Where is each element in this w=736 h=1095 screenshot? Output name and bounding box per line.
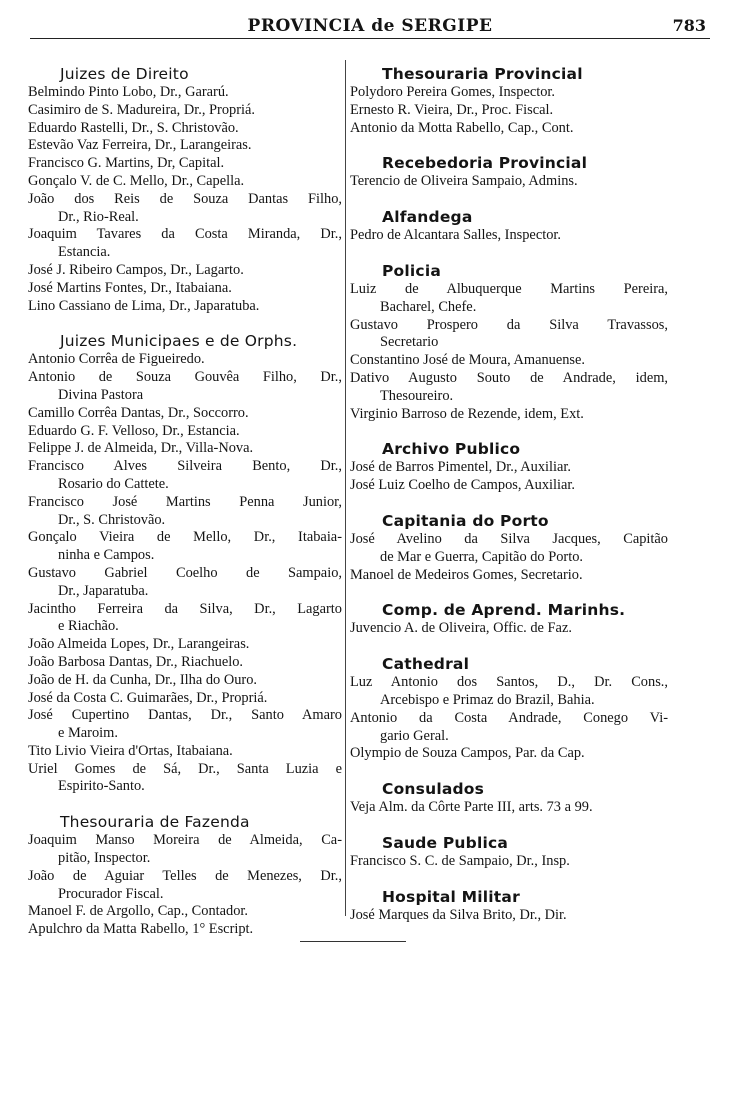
section-heading: Saude Publica xyxy=(382,833,509,852)
entry-line: Belmindo Pinto Lobo, Dr., Gararú. xyxy=(28,84,229,100)
directory-entry xyxy=(28,690,342,708)
entry-continuation: Dr., Japaratuba. xyxy=(58,582,149,599)
directory-entry xyxy=(28,868,342,904)
directory-entry xyxy=(28,565,342,601)
directory-entry xyxy=(28,654,342,672)
directory-entry xyxy=(350,459,668,477)
entry-continuation: Espirito-Santo. xyxy=(58,778,145,795)
entry-line: José Marques da Silva Brito, Dr., Dir. xyxy=(350,906,567,923)
entry-continuation: Arcebispo e Primaz do Brazil, Bahia. xyxy=(380,691,595,708)
right-column xyxy=(350,58,668,925)
entry-line: Antonio Corrêa de Figueiredo. xyxy=(28,351,205,368)
directory-entry xyxy=(350,281,668,317)
entry-line: Casimiro de S. Madureira, Dr., Propriá. xyxy=(28,101,256,118)
section-juizes-de-direito xyxy=(28,64,342,315)
directory-entry xyxy=(350,745,668,763)
entry-continuation: pitão, Inspector. xyxy=(58,850,151,867)
entry-line: Felippe J. de Almeida, Dr., Villa-Nova. xyxy=(28,440,254,457)
entry-line: João de Aguiar Telles de Menezes, Dr., xyxy=(28,867,342,884)
section-heading: Thesouraria de Fazenda xyxy=(60,813,250,832)
directory-entry xyxy=(28,601,342,637)
directory-entry xyxy=(350,352,668,370)
directory-entry xyxy=(28,903,342,921)
section-heading: Thesouraria Provincial xyxy=(382,65,583,83)
entry-line: Apulchro da Matta Rabello, 1° Escript. xyxy=(28,921,254,938)
entry-line: Francisco Alves Silveira Bento, Dr., xyxy=(28,458,342,475)
entry-continuation: Secretario xyxy=(380,334,439,351)
directory-entry xyxy=(350,907,668,925)
directory-entry xyxy=(350,102,668,120)
directory-entry xyxy=(28,743,342,761)
entry-line: Joaquim Manso Moreira de Almeida, Ca- xyxy=(28,832,342,849)
entry-line: Manoel de Medeiros Gomes, Secretario. xyxy=(350,566,583,583)
directory-entry xyxy=(28,761,342,797)
entry-line: Pedro de Alcantara Salles, Inspector. xyxy=(350,227,561,244)
section-gap xyxy=(28,796,342,806)
section-juizes-municipaes-e-de-orphs xyxy=(28,331,342,796)
entry-line: Gustavo Prospero da Silva Travassos, xyxy=(350,316,668,333)
directory-entry xyxy=(28,369,342,405)
directory-entry xyxy=(28,672,342,690)
entry-line: Luiz de Albuquerque Martins Pereira, xyxy=(350,280,668,297)
directory-entry xyxy=(350,531,668,567)
section-heading: Comp. de Aprend. Marinhs. xyxy=(382,601,626,620)
section-heading: Juizes Municipaes e de Orphs. xyxy=(60,332,298,351)
entry-continuation: Rosario do Cattete. xyxy=(58,475,169,492)
section-gap xyxy=(350,423,668,433)
entry-line: José de Barros Pimentel, Dr., Auxiliar. xyxy=(350,459,572,476)
entry-continuation: Procurador Fiscal. xyxy=(58,885,164,902)
entry-line: Polydoro Pereira Gomes, Inspector. xyxy=(350,84,556,100)
entry-line: José da Costa C. Guimarães, Dr., Propriá. xyxy=(28,689,268,706)
directory-entry xyxy=(28,494,342,530)
directory-entry xyxy=(350,477,668,495)
entry-line: Camillo Corrêa Dantas, Dr., Soccorro. xyxy=(28,404,249,421)
entry-continuation: Dr., S. Christovão. xyxy=(58,511,166,528)
entry-line: Joaquim Tavares da Costa Miranda, Dr., xyxy=(28,226,342,243)
entry-line: Ernesto R. Vieira, Dr., Proc. Fiscal. xyxy=(350,101,554,118)
entry-line: Veja Alm. da Côrte Parte III, arts. 73 a 99. xyxy=(350,799,593,816)
directory-entry xyxy=(28,280,342,298)
section-heading: Cathedral xyxy=(382,655,470,674)
entry-line: Jacintho Ferreira da Silva, Dr., Lagarto xyxy=(28,600,342,617)
directory-entry xyxy=(28,351,342,369)
entry-line: Gonçalo V. de C. Mello, Dr., Capella. xyxy=(28,172,245,189)
entry-line: Francisco S. C. de Sampaio, Dr., Insp. xyxy=(350,852,570,869)
entry-line: Gonçalo Vieira de Mello, Dr., Itabaia- xyxy=(28,529,342,546)
section-heading: Alfandega xyxy=(382,208,473,227)
directory-entry xyxy=(350,227,668,245)
directory-entry xyxy=(350,120,668,138)
section-heading: Archivo Publico xyxy=(382,440,521,459)
section-heading: Capitania do Porto xyxy=(382,511,549,530)
header-rule xyxy=(30,38,710,39)
section-heading: Juizes de Direito xyxy=(60,65,189,83)
section-alfandega xyxy=(350,207,668,245)
directory-entry xyxy=(28,102,342,120)
section-heading: Consulados xyxy=(382,780,485,799)
column-divider xyxy=(345,60,346,916)
directory-entry xyxy=(28,405,342,423)
entry-line: José Avelino da Silva Jacques, Capitão xyxy=(350,530,668,547)
entry-line: José J. Ribeiro Campos, Dr., Lagarto. xyxy=(28,261,244,278)
section-consulados xyxy=(350,779,668,817)
entry-line: José Cupertino Dantas, Dr., Santo Amaro xyxy=(28,707,342,724)
directory-entry xyxy=(28,440,342,458)
directory-entry xyxy=(28,423,342,441)
section-comp-de-aprend-marinhs xyxy=(350,600,668,638)
section-thesouraria-provincial xyxy=(350,64,668,137)
entry-line: Antonio da Costa Andrade, Conego Vi- xyxy=(350,709,668,726)
directory-entry xyxy=(350,317,668,353)
entry-continuation: e Riachão. xyxy=(58,618,119,635)
directory-entry xyxy=(28,832,342,868)
directory-entry xyxy=(350,710,668,746)
page-title: PROVINCIA de SERGIPE xyxy=(247,16,493,36)
section-policia xyxy=(350,261,668,423)
directory-entry xyxy=(350,799,668,817)
section-gap xyxy=(350,245,668,255)
page-number: 783 xyxy=(672,16,706,35)
directory-entry xyxy=(28,707,342,743)
section-archivo-publico xyxy=(350,439,668,495)
entry-line: Eduardo G. F. Velloso, Dr., Estancia. xyxy=(28,422,240,439)
directory-entry xyxy=(350,406,668,424)
entry-line: Terencio de Oliveira Sampaio, Admins. xyxy=(350,173,578,190)
directory-entry xyxy=(350,173,668,191)
directory-entry xyxy=(28,120,342,138)
directory-entry xyxy=(28,84,342,102)
entry-continuation: de Mar e Guerra, Capitão do Porto. xyxy=(380,548,584,565)
bottom-rule xyxy=(300,941,406,942)
entry-line: Eduardo Rastelli, Dr., S. Christovão. xyxy=(28,119,239,136)
section-cathedral xyxy=(350,654,668,763)
directory-entry xyxy=(350,567,668,585)
section-gap xyxy=(350,137,668,147)
section-gap xyxy=(350,871,668,881)
directory-entry xyxy=(28,529,342,565)
entry-line: Manoel F. de Argollo, Cap., Contador. xyxy=(28,903,249,920)
section-gap xyxy=(350,495,668,505)
entry-continuation: ninha e Campos. xyxy=(58,547,155,564)
directory-entry xyxy=(350,853,668,871)
directory-entry xyxy=(28,191,342,227)
entry-continuation: Bacharel, Chefe. xyxy=(380,298,477,315)
section-gap xyxy=(350,584,668,594)
entry-continuation: e Maroim. xyxy=(58,725,118,742)
entry-line: João Barbosa Dantas, Dr., Riachuelo. xyxy=(28,653,244,670)
section-gap xyxy=(350,191,668,201)
directory-entry xyxy=(28,262,342,280)
section-recebedoria-provincial xyxy=(350,153,668,191)
entry-line: Dativo Augusto Souto de Andrade, idem, xyxy=(350,369,668,386)
entry-line: Antonio da Motta Rabello, Cap., Cont. xyxy=(350,119,574,136)
entry-line: Luz Antonio dos Santos, D., Dr. Cons., xyxy=(350,674,668,691)
directory-entry xyxy=(28,173,342,191)
entry-continuation: Estancia. xyxy=(58,244,111,261)
directory-entry xyxy=(28,155,342,173)
entry-line: Francisco José Martins Penna Junior, xyxy=(28,493,342,510)
entry-line: João dos Reis de Souza Dantas Filho, xyxy=(28,190,342,207)
left-column xyxy=(28,58,342,939)
directory-entry xyxy=(28,298,342,316)
entry-line: Tito Livio Vieira d'Ortas, Itabaiana. xyxy=(28,742,233,759)
directory-entry xyxy=(350,370,668,406)
directory-entry xyxy=(350,84,668,102)
entry-line: Uriel Gomes de Sá, Dr., Santa Luzia e xyxy=(28,760,342,777)
section-thesouraria-de-fazenda xyxy=(28,812,342,939)
section-capitania-do-porto xyxy=(350,511,668,584)
entry-continuation: Divina Pastora xyxy=(58,386,144,403)
directory-entry xyxy=(28,226,342,262)
section-saude-publica xyxy=(350,833,668,871)
directory-entry xyxy=(28,636,342,654)
section-gap xyxy=(350,638,668,648)
entry-line: João Almeida Lopes, Dr., Larangeiras. xyxy=(28,636,250,653)
entry-continuation: gario Geral. xyxy=(380,727,449,744)
directory-entry xyxy=(28,137,342,155)
section-gap xyxy=(350,817,668,827)
entry-line: Estevão Vaz Ferreira, Dr., Larangeiras. xyxy=(28,137,252,154)
entry-line: Antonio de Souza Gouvêa Filho, Dr., xyxy=(28,369,342,386)
page-header xyxy=(30,14,710,40)
section-hospital-militar xyxy=(350,887,668,925)
entry-line: Constantino José de Moura, Amanuense. xyxy=(350,352,586,369)
entry-line: Francisco G. Martins, Dr, Capital. xyxy=(28,155,225,172)
entry-line: João de H. da Cunha, Dr., Ilha do Ouro. xyxy=(28,671,258,688)
section-gap xyxy=(28,315,342,325)
directory-entry xyxy=(350,674,668,710)
entry-line: Virginio Barroso de Rezende, idem, Ext. xyxy=(350,405,584,422)
entry-line: Olympio de Souza Campos, Par. da Cap. xyxy=(350,745,585,762)
directory-entry xyxy=(28,921,342,939)
section-heading: Hospital Militar xyxy=(382,887,520,906)
directory-entry xyxy=(28,458,342,494)
entry-line: José Luiz Coelho de Campos, Auxiliar. xyxy=(350,477,576,494)
directory-entry xyxy=(350,620,668,638)
entry-continuation: Thesoureiro. xyxy=(380,387,454,404)
entry-line: Gustavo Gabriel Coelho de Sampaio, xyxy=(28,564,342,581)
entry-continuation: Dr., Rio-Real. xyxy=(58,208,139,225)
section-gap xyxy=(350,763,668,773)
entry-line: Lino Cassiano de Lima, Dr., Japaratuba. xyxy=(28,297,260,314)
entry-line: Juvencio A. de Oliveira, Offic. de Faz. xyxy=(350,620,572,637)
section-heading: Policia xyxy=(382,261,441,280)
section-heading: Recebedoria Provincial xyxy=(382,154,588,173)
entry-line: José Martins Fontes, Dr., Itabaiana. xyxy=(28,279,232,296)
